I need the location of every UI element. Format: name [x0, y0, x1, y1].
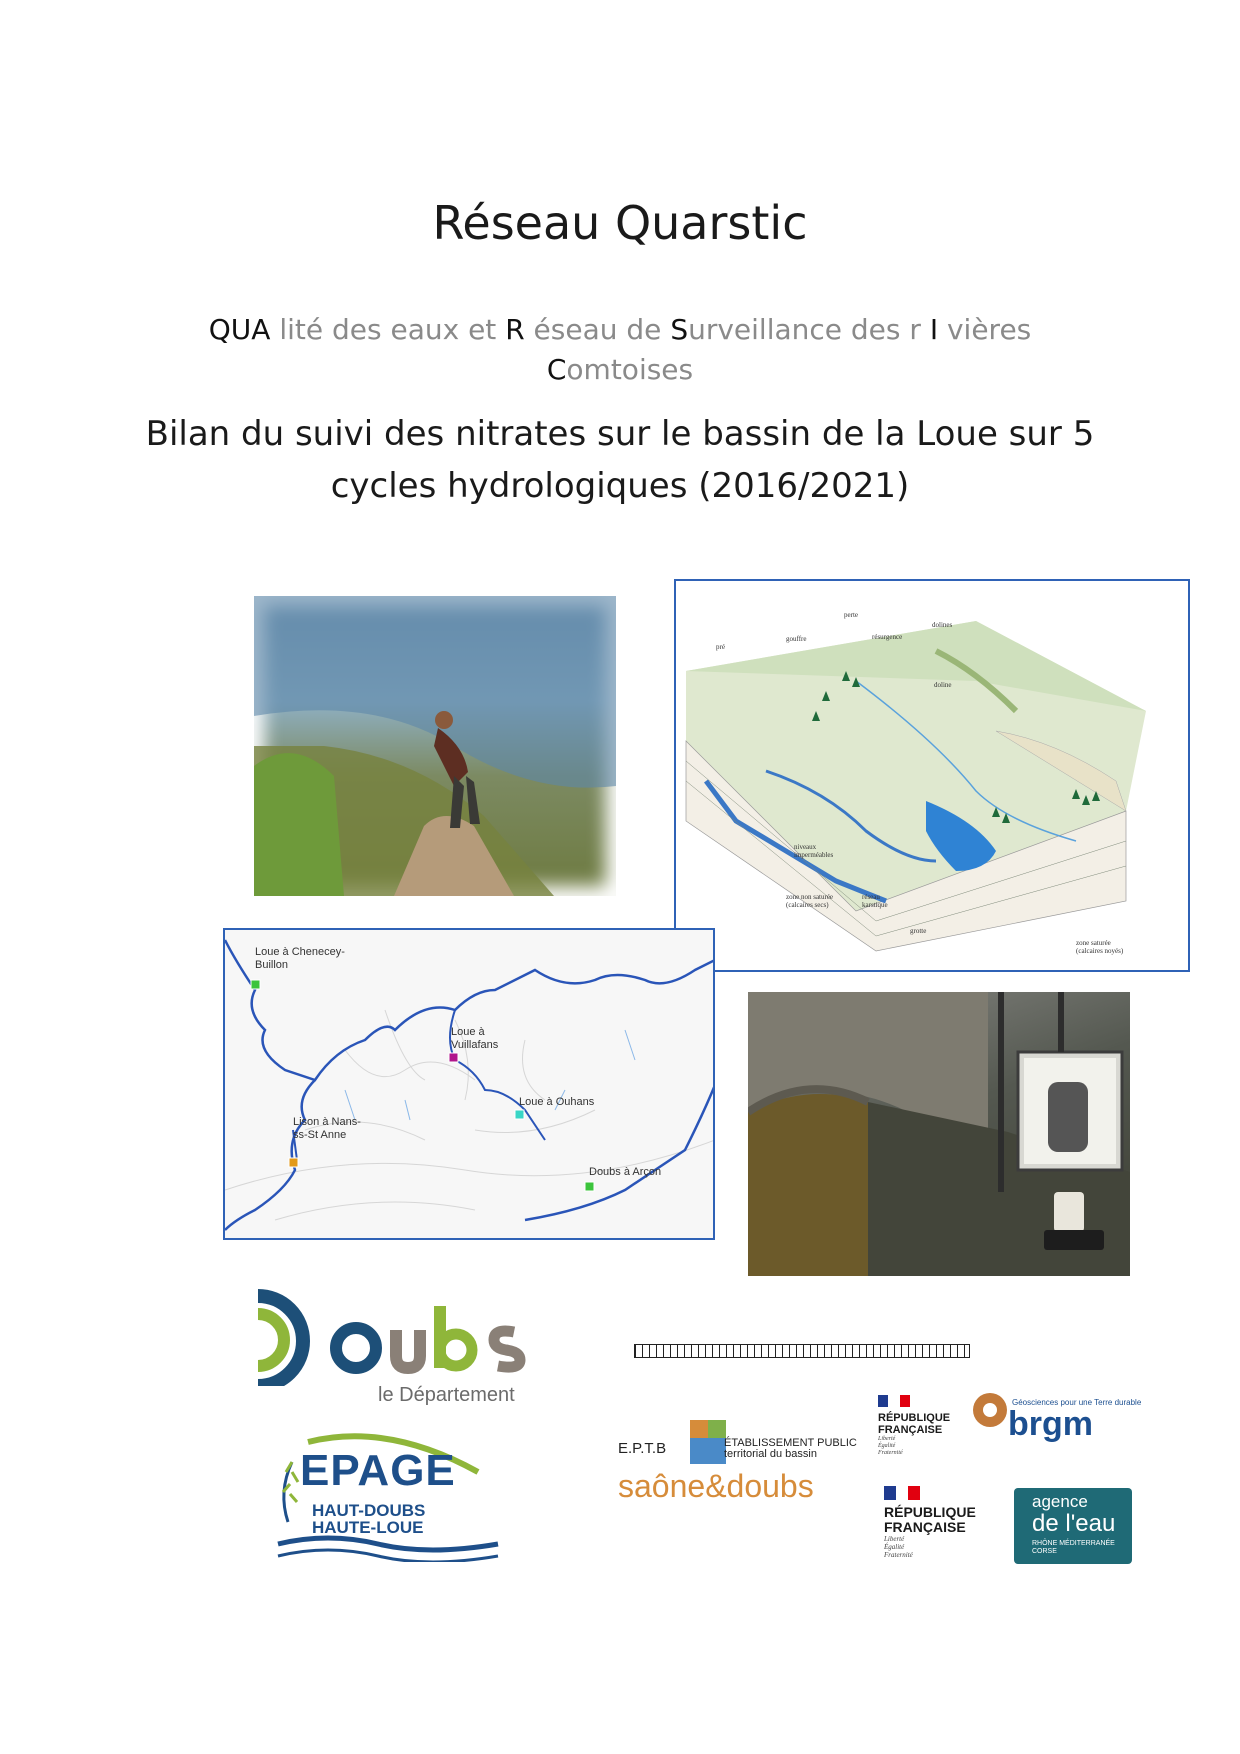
eptb-ep-line-2: territorial du bassin	[724, 1448, 817, 1460]
report-subtitle	[0, 408, 1240, 512]
diagram-label-grotte: grotte	[910, 927, 927, 935]
page-title: Réseau Quarstic	[432, 196, 808, 250]
brgm-logo-name: brgm	[1008, 1405, 1093, 1443]
eptb-name: saône&doubs	[618, 1468, 814, 1504]
rf2-name: RÉPUBLIQUE FRANÇAISE	[884, 1504, 976, 1535]
acronym-line-2	[0, 350, 1240, 390]
diagram-label-doline: doline	[934, 681, 952, 689]
map-svg	[225, 930, 715, 1240]
subtitle-line-2: cycles hydrologiques (2016/2021)	[330, 466, 910, 506]
karst-diagram-svg	[676, 581, 1190, 972]
acronym-line-1-part-1: lité des eaux et	[270, 313, 506, 346]
epage-sub-line-1: HAUT-DOUBS	[312, 1501, 426, 1520]
placeholder-pattern-bar	[634, 1344, 970, 1358]
doubs-logo-subtitle: le Département	[378, 1384, 515, 1406]
brgm-tagline: Géosciences pour une Terre durable	[1012, 1398, 1142, 1407]
republique-francaise-logo-1	[878, 1394, 958, 1457]
acronym-line-1-part-3: éseau de	[524, 313, 671, 346]
diagram-label-zone-saturee: zone saturée (calcaires noyés)	[1076, 939, 1124, 955]
rf1-name: RÉPUBLIQUE FRANÇAISE	[878, 1412, 951, 1436]
map-label-ouhans: Loue à Ouhans	[519, 1096, 595, 1108]
epage-logo-subtitle	[312, 1502, 425, 1536]
rf2-motto: Liberté Égalité Fraternité	[884, 1535, 913, 1559]
map-label-arcon: Doubs à Arçon	[589, 1166, 662, 1178]
diagram-label-zone-non-saturee: zone non saturée (calcaires secs)	[786, 893, 834, 909]
karst-block-diagram	[674, 579, 1190, 972]
acronym-line-1-part-7: vières	[938, 313, 1032, 346]
agence-line-3: RHÔNE MÉDITERRANÉE CORSE	[1032, 1540, 1115, 1555]
eptb-ep-line-1: ÉTABLISSEMENT PUBLIC	[724, 1437, 857, 1449]
river-sampling-illustration	[254, 596, 616, 896]
agence-line-1: agence	[1032, 1492, 1088, 1511]
agence-de-leau-logo	[1014, 1488, 1132, 1564]
diagram-label-perte: perte	[844, 611, 858, 619]
acronym-line-1-part-0: QUA	[208, 313, 271, 346]
diagram-label-resurgence: résurgence	[872, 633, 903, 641]
eptb-label: E.P.T.B	[618, 1440, 667, 1457]
diagram-label-reseau: réseau karstique	[862, 893, 888, 909]
eptb-establishment	[724, 1438, 857, 1460]
acronym-expansion	[0, 310, 1240, 390]
station-marker-lison	[289, 1158, 298, 1167]
acronym-line-1-part-2: R	[505, 313, 525, 346]
epage-logo-name: EPAGE	[300, 1446, 456, 1495]
acronym-line-2-part-1: omtoises	[566, 353, 694, 386]
french-flag-icon	[884, 1486, 920, 1500]
monitoring-station-illustration	[748, 992, 1130, 1276]
epage-sub-line-2: HAUTE-LOUE	[312, 1518, 424, 1537]
map-label-vuillafans: Loue à Vuillafans	[451, 1026, 499, 1051]
diagram-label-dolines: dolines	[932, 621, 953, 629]
station-marker-arcon	[585, 1182, 594, 1191]
acronym-line-1-part-5: urveillance des r	[688, 313, 930, 346]
republique-francaise-logo-2	[884, 1486, 994, 1559]
diagram-label-gouffre: gouffre	[786, 635, 807, 643]
river-sampling-photo	[254, 596, 616, 896]
french-flag-icon	[878, 1395, 910, 1407]
sampling-stations-map	[223, 928, 715, 1240]
rf1-motto: Liberté Égalité Fraternité	[878, 1436, 903, 1456]
station-marker-vuillafans	[449, 1053, 458, 1062]
acronym-line-2-part-0: C	[546, 353, 567, 386]
map-label-chenecey: Loue à Chenecey-Buillon	[255, 946, 345, 971]
diagram-label-niveaux: niveaux imperméables	[794, 843, 834, 859]
diagram-label-pre: pré	[716, 643, 725, 651]
acronym-line-1	[0, 310, 1240, 350]
acronym-line-1-part-4: S	[670, 313, 689, 346]
brgm-logo-icon	[972, 1392, 1008, 1428]
station-marker-chenecey	[251, 980, 260, 989]
station-marker-ouhans	[515, 1110, 524, 1119]
doubs-logo-mark	[248, 1286, 548, 1386]
monitoring-station-photo	[748, 992, 1130, 1276]
acronym-line-1-part-6: I	[929, 313, 939, 346]
agence-line-2: de l'eau	[1032, 1510, 1116, 1537]
subtitle-line-1: Bilan du suivi des nitrates sur le bassin de la Loue sur 5	[145, 414, 1095, 454]
map-label-lison: Lison à Nans-ss-St Anne	[293, 1116, 361, 1141]
